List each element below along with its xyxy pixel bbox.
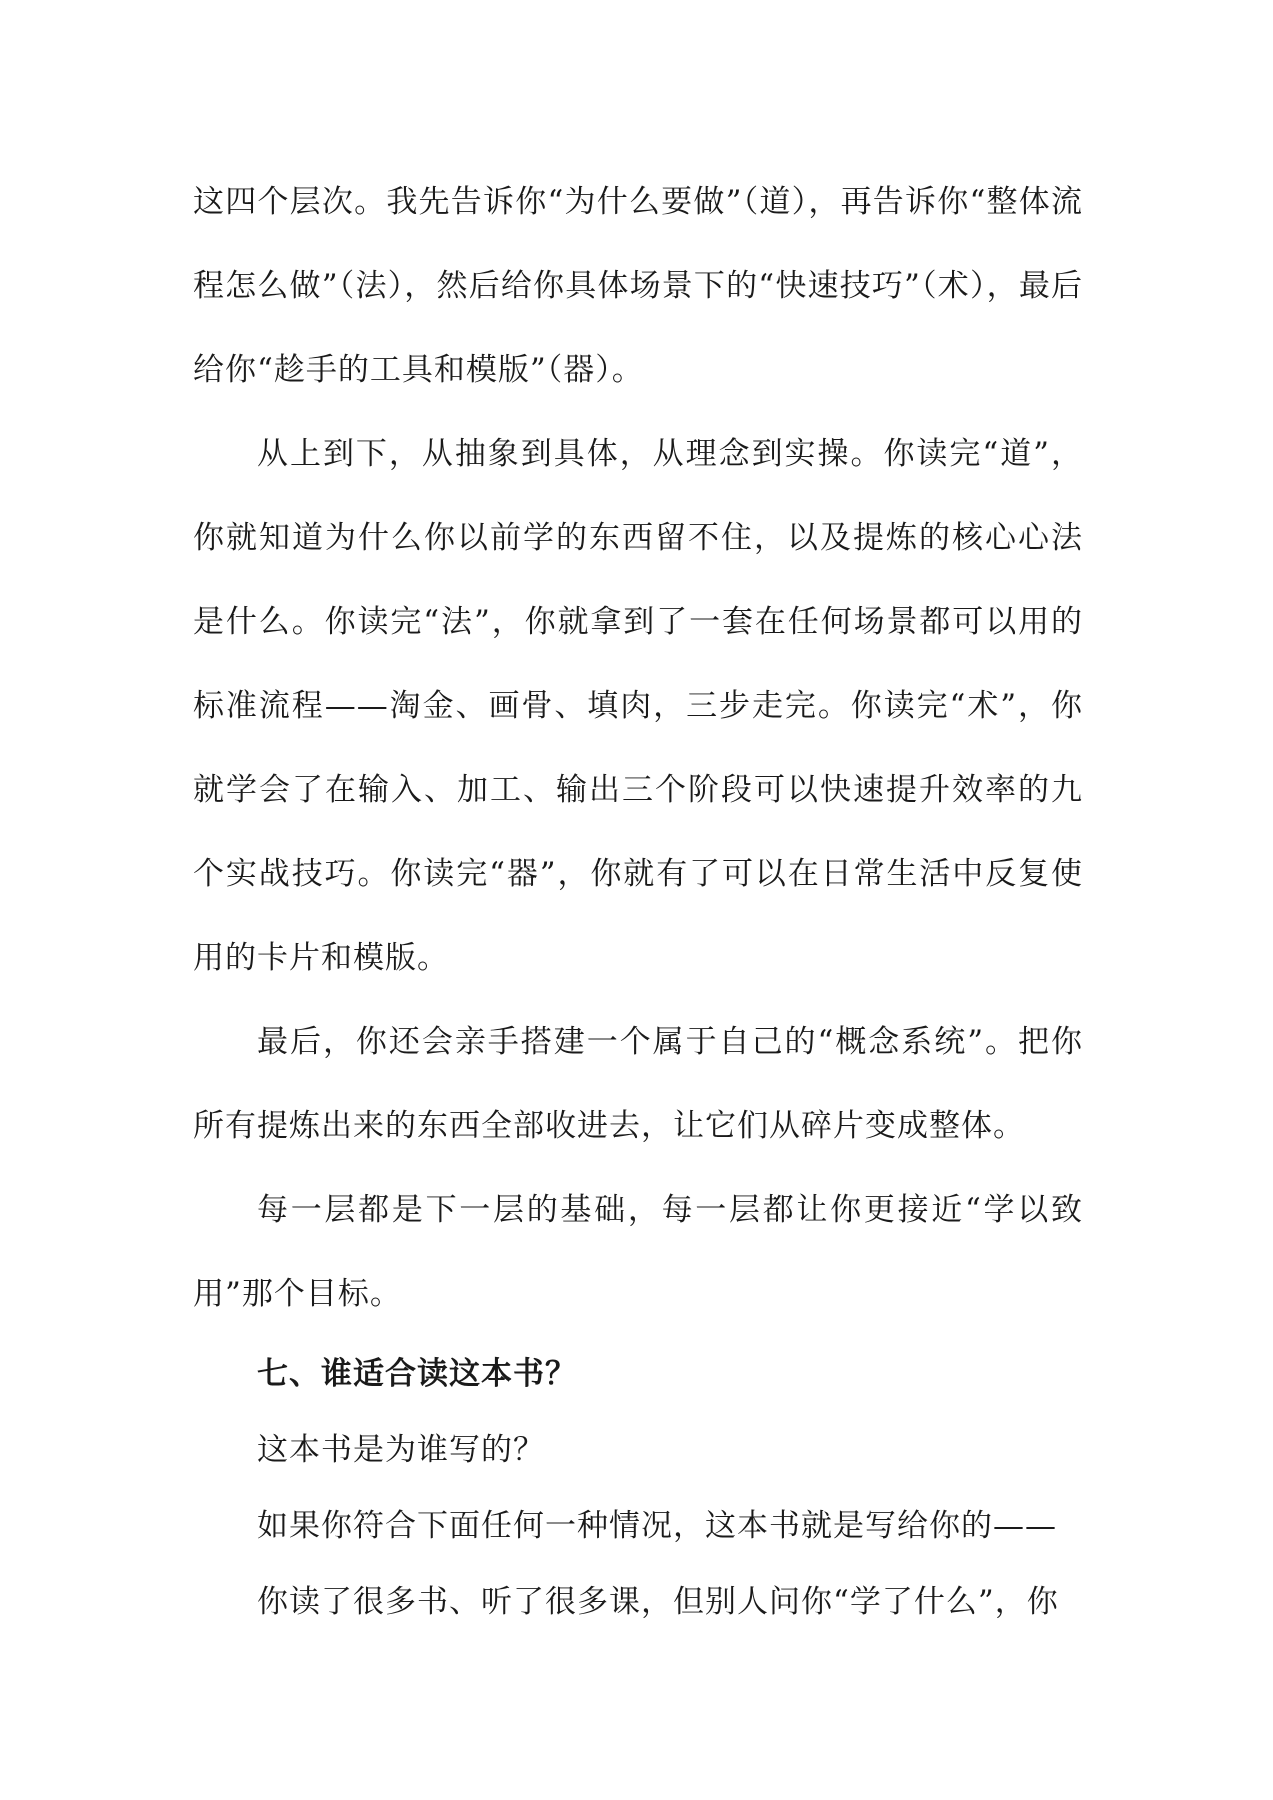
paragraph-concept-system: 最后，你还会亲手搭建一个属于自己的“概念系统”。把你所有提炼出来的东西全部收进去，让它们从碎片变成整体。 [193, 1024, 1083, 1144]
section-heading: 七、谁适合读这本书？ [257, 1356, 577, 1392]
paragraph-top-to-bottom: 从上到下，从抽象到具体，从理念到实操。你读完“道”，你就知道为什么你以前学的东西留不住，以及提炼的核心心法是什么。你读完“法”，你就拿到了一套在任何场景都可以用的标准流程——淘金、画骨、填肉，三步走完。你读完“术”，你就学会了在输入、加工、输出三个阶段可以快速提升效率的九个实战技巧。你读完“器”，你就有了可以在日常生活中反复使用的卡片和模版。 [193, 436, 1083, 976]
document-page [193, 160, 1083, 1640]
paragraph-each-layer: 每一层都是下一层的基础，每一层都让你更接近“学以致用”那个目标。 [193, 1192, 1083, 1312]
paragraph-who-for: 这本书是为谁写的？ [257, 1432, 545, 1468]
paragraph-read-many-books: 你读了很多书、听了很多课，但别人问你“学了什么”，你 [257, 1584, 1059, 1620]
paragraph-if-you-match: 如果你符合下面任何一种情况，这本书就是写给你的—— [257, 1508, 1057, 1544]
paragraph-levels-summary: 这四个层次。我先告诉你“为什么要做”（道），再告诉你“整体流程怎么做”（法），然后给你具体场景下的“快速技巧”（术），最后给你“趁手的工具和模版”（器）。 [193, 184, 1083, 388]
